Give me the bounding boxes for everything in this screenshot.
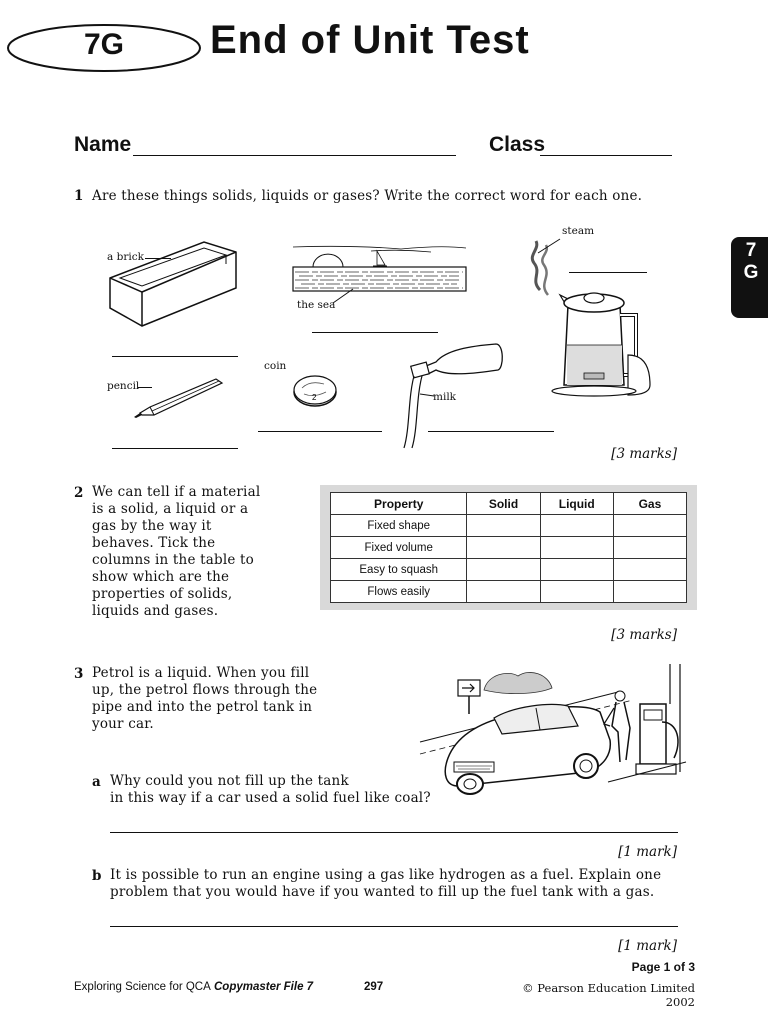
q1-text: Are these things solids, liquids or gases? Write the correct word for each one. [92,188,643,204]
row-label: Flows easily [331,581,467,603]
q2-number: 2 [74,485,84,501]
tick-cell-liquid[interactable] [540,559,613,581]
sea-illustration [291,245,468,295]
pencil-label: pencil [107,380,140,392]
tick-cell-gas[interactable] [613,559,686,581]
tick-cell-solid[interactable] [467,581,540,603]
name-label: Name [74,133,132,156]
tick-cell-liquid[interactable] [540,581,613,603]
row-label: Fixed volume [331,537,467,559]
properties-table-panel [320,485,697,610]
col-header-gas: Gas [613,493,686,515]
footer-series: Exploring Science for QCA [74,981,211,993]
tick-cell-gas[interactable] [613,537,686,559]
col-header-solid: Solid [467,493,540,515]
tick-cell-gas[interactable] [613,515,686,537]
coin-illustration [290,370,340,410]
tick-cell-liquid[interactable] [540,515,613,537]
milk-label: milk [433,391,457,403]
unit-side-tab [731,237,768,318]
q3b-marks: [1 mark] [618,938,677,954]
q2-marks: [3 marks] [611,627,677,643]
table-row [331,559,687,581]
q3b-letter: b [92,868,102,884]
steam-label: steam [562,225,595,237]
side-tab-line-2: G [743,262,759,283]
row-label: Easy to squash [331,559,467,581]
properties-table [330,492,687,603]
unit-badge-text: 7G [83,28,125,61]
tick-cell-solid[interactable] [467,515,540,537]
table-header-row [331,493,687,515]
side-tab-line-1: 7 [745,240,757,261]
pencil-pointer [138,387,152,388]
row-label: Fixed shape [331,515,467,537]
name-field[interactable] [133,155,456,156]
class-label: Class [489,133,546,156]
brick-label: a brick [107,251,144,263]
footer-page-number: 297 [364,981,384,993]
q3a-letter: a [92,774,101,790]
steam-answer-line[interactable] [569,272,647,273]
col-header-property: Property [331,493,467,515]
sea-pointer [331,286,361,306]
q1-number: 1 [74,188,84,204]
sea-answer-line[interactable] [312,332,438,333]
tick-cell-gas[interactable] [613,581,686,603]
page-title: End of Unit Test [210,18,530,62]
footer-copyright: © Pearson Education Limited 2002 [522,981,695,1009]
tick-cell-solid[interactable] [467,559,540,581]
svg-text:2: 2 [312,393,317,402]
page-indicator: Page 1 of 3 [631,960,695,974]
q2-text: We can tell if a material is a solid, a liquid or a gas by the way it behaves. Tick the columns in the table to show which are the properties of solids, liquids and gases. [92,484,261,619]
table-row [331,515,687,537]
q3b-text: It is possible to run an engine using a gas like hydrogen as a fuel. Explain one problem that you would have if you wanted to fill up the fuel tank with a gas. [110,867,662,900]
col-header-liquid: Liquid [540,493,613,515]
coin-label: coin [264,360,287,372]
sea-label: the sea [297,299,336,311]
tick-cell-solid[interactable] [467,537,540,559]
kettle-illustration [520,235,660,400]
milk-answer-line[interactable] [428,431,554,432]
q3-text: Petrol is a liquid. When you fill up, the petrol flows through the pipe and into the petrol tank in your car. [92,665,318,732]
q1-marks: [3 marks] [611,446,677,462]
q3-number: 3 [74,666,84,682]
pencil-illustration [132,375,228,419]
class-field[interactable] [540,155,672,156]
footer-copymaster: Copymaster File 7 [214,981,314,993]
brick-answer-line[interactable] [112,356,238,357]
q3b-answer-line[interactable] [110,926,678,927]
coin-answer-line[interactable] [258,431,382,432]
table-row [331,581,687,603]
tick-cell-liquid[interactable] [540,537,613,559]
q3a-text: Why could you not fill up the tank in this way if a car used a solid fuel like coal? [110,773,431,806]
q3a-marks: [1 mark] [618,844,677,860]
q3a-answer-line[interactable] [110,832,678,833]
pencil-answer-line[interactable] [112,448,238,449]
table-row [331,537,687,559]
brick-pointer [145,258,171,259]
